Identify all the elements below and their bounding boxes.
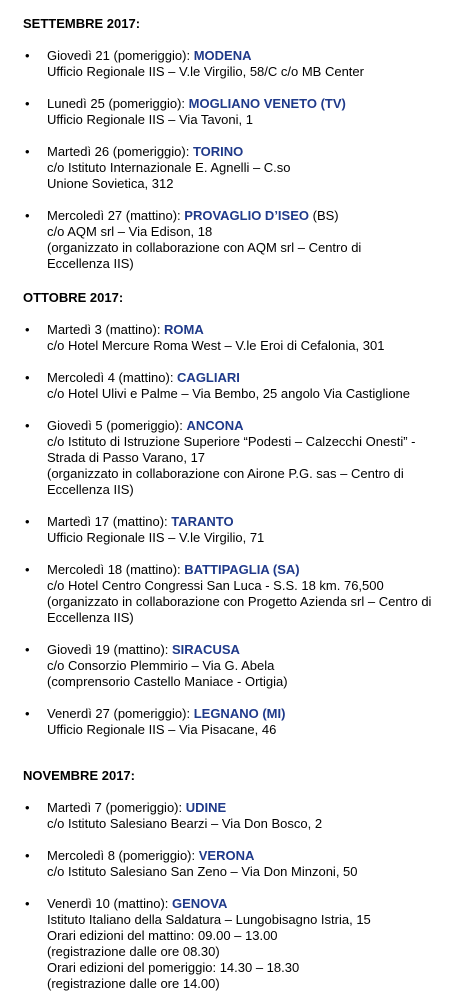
event-detail-line: c/o Istituto Internazionale E. Agnelli – C.so: [47, 160, 291, 175]
event-city: ANCONA: [186, 418, 244, 433]
section-ottobre: [23, 290, 456, 738]
event-detail-line: c/o AQM srl – Via Edison, 18: [47, 224, 213, 239]
event-detail-line: (organizzato in collaborazione con Progetto Azienda srl – Centro di: [47, 594, 432, 609]
event-detail-line: Ufficio Regionale IIS – V.le Virgilio, 71: [47, 530, 265, 545]
event-detail-line: Orari edizioni del pomeriggio: 14.30 – 18.30: [47, 960, 300, 975]
event-item: [23, 514, 456, 546]
event-detail-line: Eccellenza IIS): [47, 256, 134, 271]
bullet: •: [25, 514, 30, 529]
event-city: TORINO: [192, 144, 244, 159]
event-item: [23, 418, 456, 498]
event-city: LEGNANO (MI): [193, 706, 286, 721]
event-heading: [47, 322, 456, 338]
event-detail-line: (organizzato in collaborazione con AQM srl – Centro di: [47, 240, 362, 255]
event-item: [23, 848, 456, 880]
event-city-suffix: (BS): [309, 208, 339, 223]
event-city: PROVAGLIO D’ISEO: [184, 208, 309, 223]
section-title: OTTOBRE 2017:: [23, 290, 124, 305]
event-city: UDINE: [185, 800, 227, 815]
event-item: [23, 96, 456, 128]
event-when: Martedì 26 (pomeriggio):: [47, 144, 193, 159]
event-city: TARANTO: [171, 514, 234, 529]
event-detail-line: Eccellenza IIS): [47, 482, 134, 497]
section-title: NOVEMBRE 2017:: [23, 768, 135, 783]
event-item: [23, 322, 456, 354]
event-city: MOGLIANO VENETO (TV): [188, 96, 346, 111]
event-heading: [47, 800, 456, 816]
bullet: •: [25, 144, 30, 159]
event-heading: [47, 896, 456, 912]
event-detail-line: c/o Hotel Mercure Roma West – V.le Eroi di Cefalonia, 301: [47, 338, 385, 353]
event-when: Venerdì 10 (mattino):: [47, 896, 173, 911]
bullet: •: [25, 800, 30, 815]
event-detail-line: (comprensorio Castello Maniace - Ortigia): [47, 674, 288, 689]
event-heading: [47, 418, 456, 434]
event-when: Martedì 7 (pomeriggio):: [47, 800, 186, 815]
event-heading: [47, 144, 456, 160]
event-when: Martedì 17 (mattino):: [47, 514, 172, 529]
event-heading: [47, 96, 456, 112]
event-heading: [47, 208, 456, 224]
event-heading: [47, 562, 456, 578]
bullet: •: [25, 96, 30, 111]
event-detail-line: Eccellenza IIS): [47, 610, 134, 625]
event-heading: [47, 48, 456, 64]
event-item: [23, 208, 456, 272]
event-heading: [47, 370, 456, 386]
bullet: •: [25, 562, 30, 577]
event-item: [23, 706, 456, 738]
bullet: •: [25, 322, 30, 337]
event-when: Giovedì 5 (pomeriggio):: [47, 418, 187, 433]
event-list: [23, 48, 456, 272]
bullet: •: [25, 706, 30, 721]
event-detail-line: c/o Consorzio Plemmirio – Via G. Abela: [47, 658, 275, 673]
bullet: •: [25, 896, 30, 911]
event-when: Mercoledì 18 (mattino):: [47, 562, 185, 577]
event-city: VERONA: [198, 848, 255, 863]
event-city: CAGLIARI: [177, 370, 240, 385]
event-when: Lunedì 25 (pomeriggio):: [47, 96, 189, 111]
event-list: [23, 800, 456, 992]
bullet: •: [25, 208, 30, 223]
event-detail-line: (registrazione dalle ore 14.00): [47, 976, 220, 991]
section-settembre: [23, 16, 456, 272]
event-when: Venerdì 27 (pomeriggio):: [47, 706, 194, 721]
event-detail-line: Ufficio Regionale IIS – Via Tavoni, 1: [47, 112, 253, 127]
event-city: ROMA: [164, 322, 204, 337]
event-item: [23, 370, 456, 402]
event-detail-line: c/o Hotel Centro Congressi San Luca - S.S. 18 km. 76,500: [47, 578, 384, 593]
event-list: [23, 322, 456, 738]
bullet: •: [25, 48, 30, 63]
bullet: •: [25, 848, 30, 863]
event-item: [23, 144, 456, 192]
event-when: Giovedì 21 (pomeriggio):: [47, 48, 194, 63]
event-when: Mercoledì 27 (mattino):: [47, 208, 185, 223]
event-detail-line: Ufficio Regionale IIS – V.le Virgilio, 58/C c/o MB Center: [47, 64, 364, 79]
event-city: SIRACUSA: [172, 642, 240, 657]
event-detail-line: c/o Hotel Ulivi e Palme – Via Bembo, 25 angolo Via Castiglione: [47, 386, 411, 401]
event-heading: [47, 642, 456, 658]
event-when: Mercoledì 4 (mattino):: [47, 370, 178, 385]
event-when: Mercoledì 8 (pomeriggio):: [47, 848, 199, 863]
event-item: [23, 896, 456, 992]
section-novembre: [23, 768, 456, 992]
event-detail-line: (registrazione dalle ore 08.30): [47, 944, 220, 959]
event-detail-line: c/o Istituto Salesiano San Zeno – Via Don Minzoni, 50: [47, 864, 358, 879]
bullet: •: [25, 370, 30, 385]
event-heading: [47, 848, 456, 864]
event-detail-line: Orari edizioni del mattino: 09.00 – 13.00: [47, 928, 278, 943]
event-detail-line: c/o Istituto di Istruzione Superiore “Podesti – Calzecchi Onesti” -: [47, 434, 416, 449]
event-when: Giovedì 19 (mattino):: [47, 642, 172, 657]
event-item: [23, 800, 456, 832]
bullet: •: [25, 642, 30, 657]
event-when: Martedì 3 (mattino):: [47, 322, 165, 337]
event-detail-line: c/o Istituto Salesiano Bearzi – Via Don Bosco, 2: [47, 816, 323, 831]
section-title: SETTEMBRE 2017:: [23, 16, 141, 31]
bullet: •: [25, 418, 30, 433]
event-detail-line: Istituto Italiano della Saldatura – Lungobisagno Istria, 15: [47, 912, 371, 927]
event-city: BATTIPAGLIA (SA): [184, 562, 300, 577]
event-detail-line: (organizzato in collaborazione con Airone P.G. sas – Centro di: [47, 466, 404, 481]
event-detail-line: Strada di Passo Varano, 17: [47, 450, 206, 465]
event-heading: [47, 706, 456, 722]
event-item: [23, 562, 456, 626]
event-city: GENOVA: [172, 896, 228, 911]
event-city: MODENA: [193, 48, 252, 63]
event-item: [23, 48, 456, 80]
event-item: [23, 642, 456, 690]
event-detail-line: Ufficio Regionale IIS – Via Pisacane, 46: [47, 722, 277, 737]
event-detail-line: Unione Sovietica, 312: [47, 176, 174, 191]
event-heading: [47, 514, 456, 530]
